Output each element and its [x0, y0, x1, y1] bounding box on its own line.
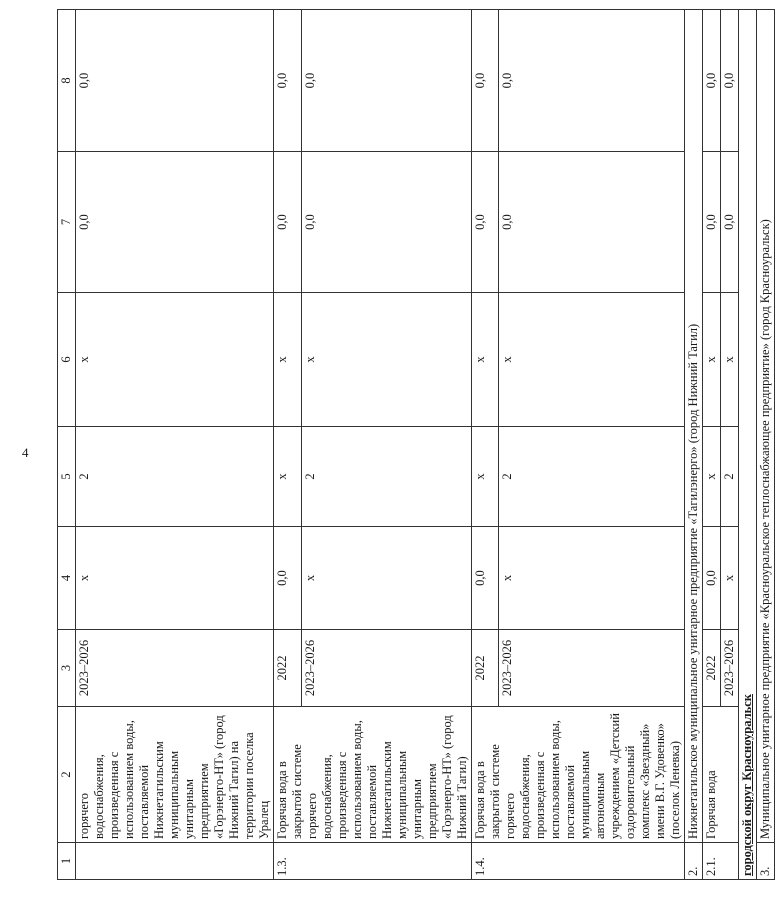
header-col-3: 3 [58, 630, 76, 707]
row-description: Горячая вода [703, 707, 739, 843]
table-row [76, 10, 274, 880]
district-title: городской округ Красноуральск [739, 10, 757, 880]
row-col-8: 0,0 [301, 10, 471, 152]
header-col-7: 7 [58, 152, 76, 293]
row-col-7: 0,0 [498, 152, 684, 293]
row-col-6: х [721, 293, 739, 427]
row-col-5: х [703, 427, 721, 527]
row-col-5: 2 [76, 427, 274, 527]
row-year: 2022 [472, 630, 499, 707]
row-col-8: 0,0 [472, 10, 499, 152]
section-row [685, 10, 703, 880]
row-col-7: 0,0 [274, 152, 302, 293]
row-number: 2.1. [703, 843, 739, 880]
row-col-4: 0,0 [472, 527, 499, 630]
rotated-tariff-table [57, 10, 772, 880]
header-col-1: 1 [58, 843, 76, 880]
row-col-7: 0,0 [472, 152, 499, 293]
row-col-7: 0,0 [721, 152, 739, 293]
row-year: 2023–2026 [721, 630, 739, 707]
row-col-4: х [301, 527, 471, 630]
row-description: Горячая вода в закрытой системе горячего водоснабжения, произведенная с использованием воды, поставляемой муниципальным автономным учреждением «Детский оздоровительный комплекс «Звездный» имени В.Г. Удовенко» (поселок Леневка) [472, 707, 685, 843]
row-year: 2022 [703, 630, 721, 707]
header-col-8: 8 [58, 10, 76, 152]
row-col-5: х [274, 427, 302, 527]
table-row [472, 10, 499, 880]
header-col-6: 6 [58, 293, 76, 427]
row-number: 2. [685, 843, 703, 880]
header-col-4: 4 [58, 527, 76, 630]
header-col-2: 2 [58, 707, 76, 843]
row-col-4: 0,0 [274, 527, 302, 630]
row-col-5: 2 [498, 427, 684, 527]
section-row [757, 10, 775, 880]
tariff-table [57, 9, 775, 880]
row-col-8: 0,0 [274, 10, 302, 152]
row-col-6: х [301, 293, 471, 427]
row-col-7: 0,0 [301, 152, 471, 293]
row-col-7: 0,0 [703, 152, 721, 293]
table-row [703, 10, 721, 880]
row-col-5: 2 [301, 427, 471, 527]
row-col-4: х [76, 527, 274, 630]
row-year: 2023–2026 [301, 630, 471, 707]
row-col-5: 2 [721, 427, 739, 527]
header-col-5: 5 [58, 427, 76, 527]
row-year: 2022 [274, 630, 302, 707]
row-number [76, 843, 274, 880]
row-col-8: 0,0 [721, 10, 739, 152]
row-col-6: х [472, 293, 499, 427]
row-col-4: х [721, 527, 739, 630]
row-col-6: х [703, 293, 721, 427]
row-number: 1.4. [472, 843, 685, 880]
page-number: 4 [22, 445, 29, 460]
section-title: Нижнетагильское муниципальное унитарное предприятие «Тагилэнерго» (город Нижний Тагил) [685, 10, 703, 843]
row-col-8: 0,0 [498, 10, 684, 152]
row-col-6: х [274, 293, 302, 427]
row-col-7: 0,0 [76, 152, 274, 293]
table-row [274, 10, 302, 880]
row-description: Горячая вода в закрытой системе горячего водоснабжения, произведенная с использованием воды, поставляемой Нижнетагильским муниципальным унитарным предприятием «Горэнерго-НТ» (город Нижний Тагил) [274, 707, 472, 843]
row-number: 1.3. [274, 843, 472, 880]
row-col-5: х [472, 427, 499, 527]
row-year: 2023–2026 [76, 630, 274, 707]
section-title: Муниципальное унитарное предприятие «Красноуральское теплоснабжающее предприятие» (город Красноуральск) [757, 10, 775, 843]
row-description: горячего водоснабжения, произведенная с использованием воды, поставляемой Нижнетагильским муниципальным унитарным предприятием «Горэнерго-НТ» (город Нижний Тагил) на территории поселка Уралец [76, 707, 274, 843]
header-row [58, 10, 76, 880]
row-col-6: х [498, 293, 684, 427]
row-col-6: х [76, 293, 274, 427]
row-col-8: 0,0 [76, 10, 274, 152]
row-number: 3. [757, 843, 775, 880]
row-col-4: х [498, 527, 684, 630]
row-col-8: 0,0 [703, 10, 721, 152]
district-row [739, 10, 757, 880]
row-year: 2023–2026 [498, 630, 684, 707]
row-col-4: 0,0 [703, 527, 721, 630]
